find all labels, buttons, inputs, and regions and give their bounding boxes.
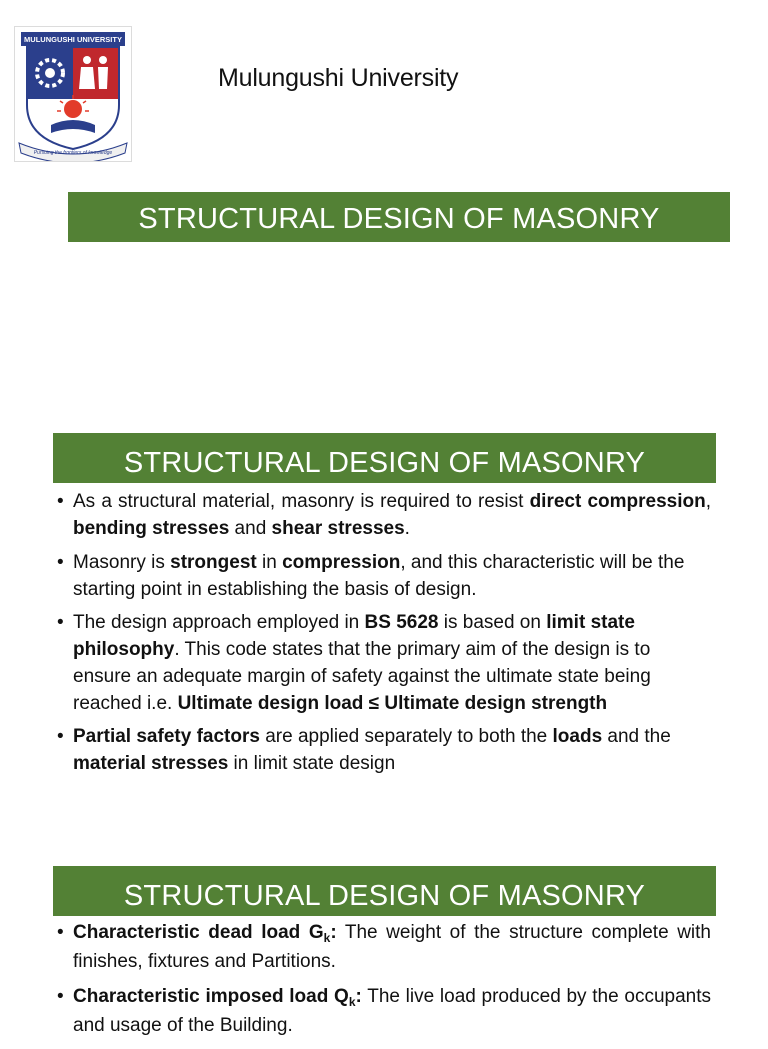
bullet-partial-safety: • Partial safety factors are applied separately to both the loads and the material stresses in limit state design <box>57 723 711 777</box>
slide-1-title: STRUCTURAL DESIGN OF MASONRY <box>68 192 730 242</box>
slide-2-title: STRUCTURAL DESIGN OF MASONRY <box>53 433 716 483</box>
crest-icon <box>15 27 131 161</box>
university-name: Mulungushi University <box>218 64 459 92</box>
logo-motto: Pursuing the frontiers of knowledge <box>33 150 113 156</box>
bullet-dead-load: • Characteristic dead load $G_k$: The weight of the structure complete with finishes, fixtures and Partitions. <box>57 921 711 973</box>
slide-3-bullets <box>57 921 711 1049</box>
university-logo <box>14 26 132 162</box>
bullet-masonry-resist: • As a structural material, masonry is required to resist direct compression, bending stresses and shear stresses. <box>57 488 711 542</box>
slide-3-title: STRUCTURAL DESIGN OF MASONRY <box>53 866 716 916</box>
bullet-design-approach: • The design approach employed in BS 5628 is based on limit state philosophy. This code states that the primary aim of the design is to ensure an adequate margin of safety against the ultimate state being reached i.e. Ultimate design load ≤ Ultimate design strength <box>57 609 711 717</box>
bullet-strongest: • Masonry is strongest in compression, and this characteristic will be the starting point in establishing the basis of design. <box>57 549 711 603</box>
slide-2-bullets <box>57 488 711 777</box>
logo-title: MULUNGUSHI UNIVERSITY <box>24 35 122 44</box>
bullet-imposed-load: • Characteristic imposed load $Q_k$: The live load produced by the occupants and usage of the Building. <box>57 985 711 1037</box>
